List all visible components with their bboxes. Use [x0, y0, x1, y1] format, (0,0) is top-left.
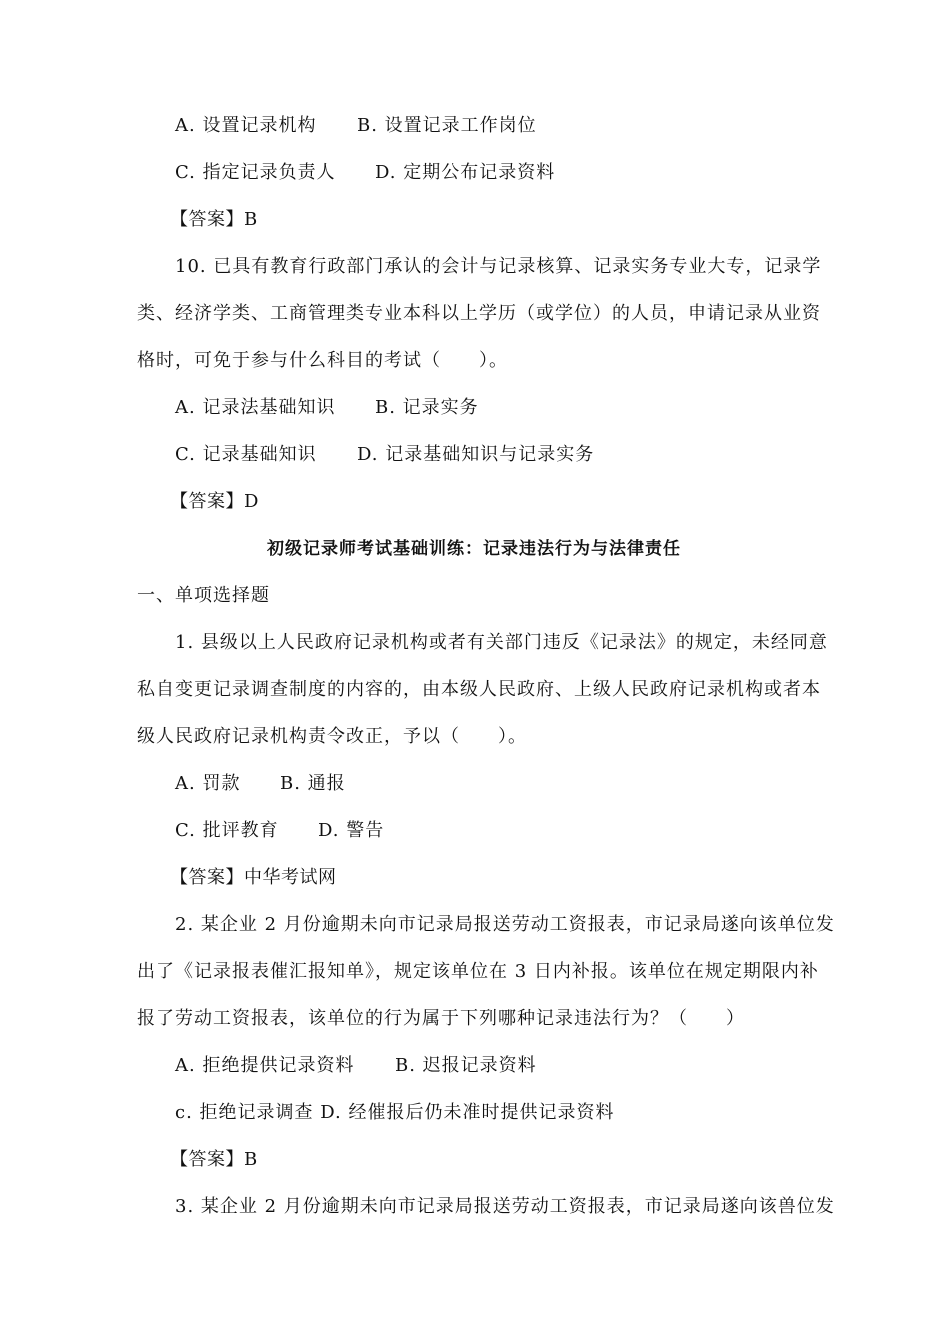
option-a: A. 罚款	[175, 773, 241, 794]
option-d: D. 记录基础知识与记录实务	[357, 444, 595, 465]
question-text-line: 类、经济学类、工商管理类专业本科以上学历（或学位）的人员，申请记录从业资	[137, 303, 821, 324]
question-text-line: 10. 已具有教育行政部门承认的会计与记录核算、记录实务专业大专，记录学	[175, 256, 822, 277]
option-c: C. 批评教育	[175, 820, 279, 841]
section-title: 初级记录师考试基础训练：记录违法行为与法律责任	[267, 539, 681, 559]
answer-line: 【答案】B	[170, 1149, 258, 1170]
question-text-line: 格时，可免于参与什么科目的考试（ ）。	[137, 350, 508, 371]
option-c: C. 记录基础知识	[175, 444, 317, 465]
question-text-line: 3. 某企业 2 月份逾期未向市记录局报送劳动工资报表，市记录局遂向该兽位发	[175, 1196, 835, 1217]
option-b: B. 记录实务	[375, 397, 479, 418]
answer-line: 【答案】中华考试网	[170, 867, 337, 888]
answer-line: 【答案】B	[170, 209, 258, 230]
option-c-d: c. 拒绝记录调查 D. 经催报后仍未准时提供记录资料	[175, 1102, 615, 1123]
question-text-line: 2. 某企业 2 月份逾期未向市记录局报送劳动工资报表，市记录局遂向该单位发	[175, 914, 835, 935]
question-text-line: 私自变更记录调查制度的内容的，由本级人民政府、上级人民政府记录机构或者本	[137, 679, 821, 700]
option-b: B. 迟报记录资料	[395, 1055, 537, 1076]
option-b: B. 设置记录工作岗位	[357, 115, 537, 136]
question-text-line: 出了《记录报表催汇报知单》，规定该单位在 3 日内补报。该单位在规定期限内补	[137, 961, 819, 982]
option-c: C. 指定记录负责人	[175, 162, 336, 183]
option-a: A. 设置记录机构	[175, 115, 317, 136]
section-heading: 一、单项选择题	[137, 585, 270, 606]
question-text-line: 报了劳动工资报表，该单位的行为属于下列哪种记录违法行为？（ ）	[137, 1008, 745, 1029]
option-a: A. 记录法基础知识	[175, 397, 336, 418]
option-b: B. 通报	[280, 773, 346, 794]
answer-line: 【答案】D	[170, 491, 259, 512]
option-d: D. 警告	[318, 820, 385, 841]
question-text-line: 1. 县级以上人民政府记录机构或者有关部门违反《记录法》的规定，未经同意	[175, 632, 828, 653]
question-text-line: 级人民政府记录机构责令改正，予以（ ）。	[137, 726, 527, 747]
option-d: D. 定期公布记录资料	[375, 162, 556, 183]
option-a: A. 拒绝提供记录资料	[175, 1055, 355, 1076]
